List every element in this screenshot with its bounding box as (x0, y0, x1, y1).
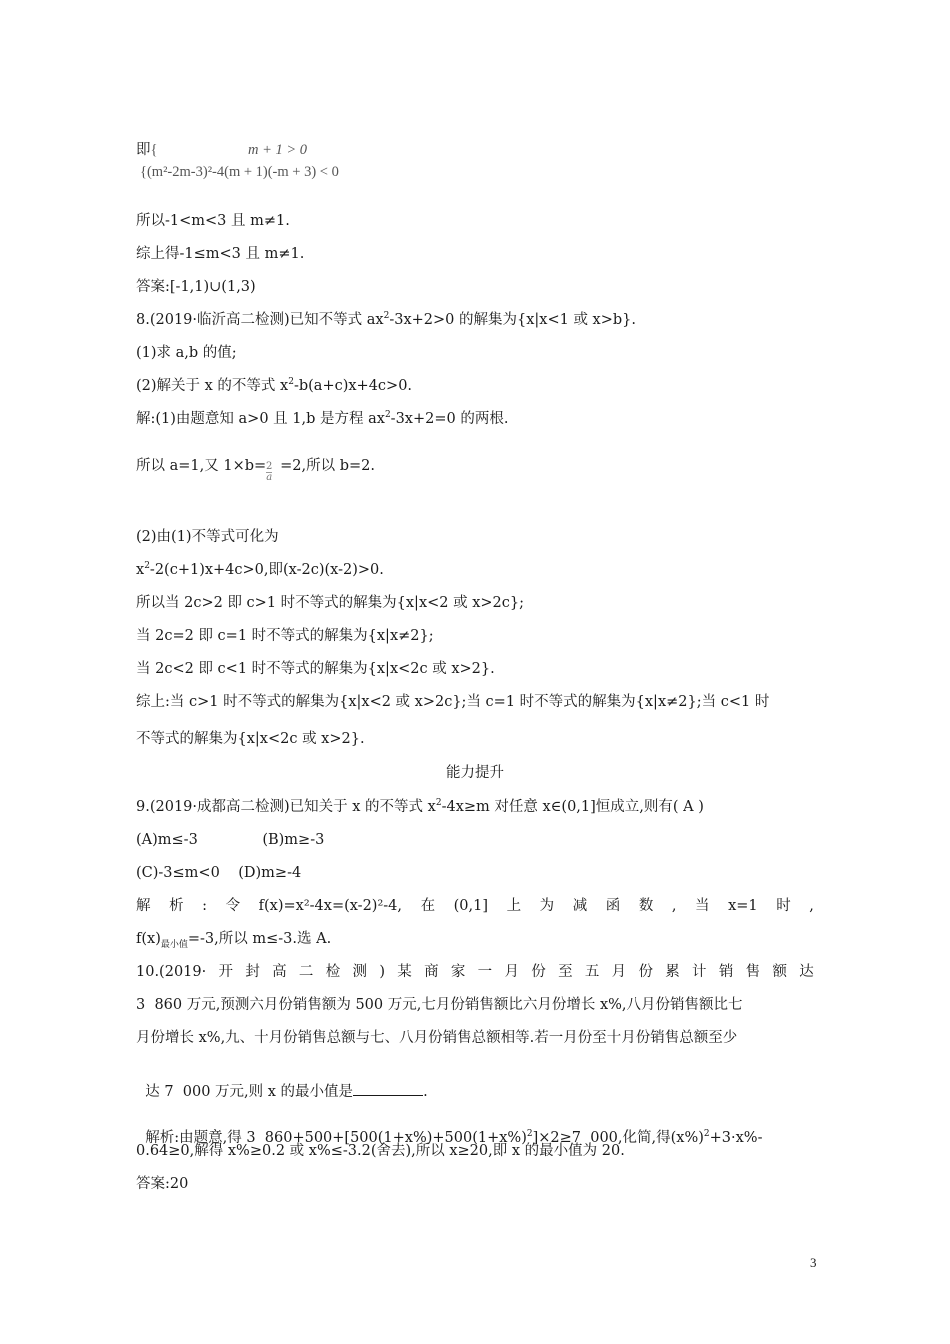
q10-stem-token: 某 (397, 964, 412, 980)
q10-stem-token: 封 (245, 964, 260, 980)
prev-line-b: 综上得-1≤m<3 且 m≠1. (136, 246, 305, 262)
q9-sol-token: 数 (638, 898, 654, 914)
q10-stem-token: 一 (477, 964, 493, 980)
q9-sol-token: 函 (605, 898, 621, 914)
q9-sol2-sub: 最小值 (160, 939, 188, 950)
q10-stem-token: 达 (799, 964, 814, 980)
q10-stem-line3: 月份增长 x%,九、十月份销售总额与七、八月份销售总额相等.若一月份至十月份销售总额至少 (136, 1030, 738, 1046)
q10-stem-token: 高 (272, 964, 287, 980)
q10-stem-token: 至 (558, 964, 573, 980)
system-prefix-text: 即 (136, 142, 151, 158)
q9-sol-token: 在 (420, 898, 436, 914)
q8-sol1-b: -3x+2=0 的两根. (390, 411, 509, 427)
q9-sol-token: x=1 (728, 898, 758, 914)
q10-stem-token: 累 (665, 964, 680, 980)
q8-sol4-b: -2(c+1)x+4c>0,即(x-2c)(x-2)>0. (149, 562, 384, 578)
q10-line4-text: 达 7 000 万元,则 x 的最小值是 (145, 1084, 354, 1100)
q9-stem-b: -4x≥m 对任意 x∈(0,1]恒成立,则有( A ) (441, 799, 704, 815)
system-line-2-text: (m²-2m-3)²-4(m + 1)(-m + 3) < 0 (146, 164, 339, 180)
q8-part2-a: (2)解关于 x 的不等式 x (136, 378, 289, 394)
q9-stem-sup: 2 (435, 798, 442, 809)
q9-sol-token: 上 (506, 898, 522, 914)
q10-sol1-sup2: 2 (703, 1129, 710, 1140)
fraction-2-over-a (266, 462, 272, 483)
q10-stem-line1 (136, 962, 814, 982)
system-prefix (136, 140, 157, 160)
q10-stem-line2: 3 860 万元,预测六月份销售额为 500 万元,七月份销售额比六月份增长 x%,八月份销售额比七 (136, 997, 743, 1013)
q9-sol-token: 解 (136, 898, 151, 914)
q10-stem-token: 计 (692, 964, 707, 980)
q8-part2 (136, 376, 412, 396)
q10-sol1-a: 解析:由题意,得 3 860+500+[500(1+x%)+500(1+x%) (145, 1130, 527, 1146)
q10-sol1-sup: 2 (526, 1129, 533, 1140)
q8-sol2-a: 所以 a=1,又 1×b= (136, 458, 267, 474)
q9-sol-token: 当 (695, 898, 710, 914)
page-number: 3 (810, 1255, 817, 1270)
q10-sol1-b: ]×2≥7 000,化简,得(x%) (532, 1130, 704, 1146)
section-title: 能力提升 (446, 765, 504, 781)
q10-stem-token: 商 (424, 964, 439, 980)
prev-answer: 答案:[-1,1)∪(1,3) (136, 279, 256, 295)
q9-sol-token: , (671, 898, 677, 914)
system-line-1-text: m + 1 > 0 (248, 142, 308, 158)
q10-stem-token: 月 (611, 964, 627, 980)
q9-sol-token: (0,1] (453, 898, 488, 914)
q8-sol1-sup: 2 (384, 410, 391, 421)
q8-sol2-b: =2,所以 b=2. (280, 458, 376, 474)
q10-stem-token: 二 (298, 964, 314, 980)
q10-stem-token: 家 (450, 964, 466, 980)
q10-stem-token: 月 (504, 964, 519, 980)
q8-stem-part2: -3x+2>0 的解集为{x|x<1 或 x>b}. (389, 312, 636, 328)
q10-stem-line4 (136, 1061, 428, 1102)
q10-stem-token: 10.(2019· (136, 964, 207, 980)
q8-sol1 (136, 409, 508, 429)
q9-sol-token: , (809, 898, 814, 914)
q10-stem-token: 测 (352, 964, 368, 980)
q10-line4-end: . (423, 1084, 428, 1100)
answer-blank (353, 1081, 423, 1096)
q8-sol4-sup: 2 (144, 561, 150, 572)
q9-stem-a: 9.(2019·成都高二检测)已知关于 x 的不等式 x (136, 799, 436, 815)
q10-stem-token: 销 (718, 964, 734, 980)
q8-sol4-a: x (136, 562, 145, 578)
q8-sol1-a: 解:(1)由题意知 a>0 且 1,b 是方程 ax (136, 411, 385, 427)
q10-stem-token: ) (379, 964, 385, 980)
q8-stem-sup: 2 (383, 311, 390, 322)
q10-stem-token: 检 (325, 964, 341, 980)
q10-stem-token: 额 (772, 964, 787, 980)
q9-sol-token: 令 (225, 898, 241, 914)
q9-stem (136, 797, 704, 817)
q9-sol2-a: f(x) (136, 931, 161, 947)
q8-sol7: 当 2c<2 即 c<1 时不等式的解集为{x|x<2c 或 x>2}. (136, 661, 495, 677)
fraction-numerator: 2 (266, 461, 273, 472)
q10-stem-token: 开 (218, 964, 234, 980)
q8-part2-b: -b(a+c)x+4c>0. (293, 378, 413, 394)
q9-sol-token: f(x)=x²-4x=(x-2)²-4, (258, 898, 402, 914)
system-line-2: {(m²-2m-3)²-4(m + 1)(-m + 3) < 0 (140, 164, 339, 180)
q10-stem-token: 售 (745, 964, 761, 980)
q9-sol-token: 时 (776, 898, 791, 914)
q9-options-1: (A)m≤-3 (B)m≥-3 (136, 832, 325, 848)
q10-sol1-c: +3·x%- (709, 1130, 763, 1146)
q9-solution-line2 (136, 929, 331, 949)
q9-sol-token: : (202, 898, 208, 914)
q10-solution-line2: 0.64≥0,解得 x%≥0.2 或 x%≤-3.2(舍去),所以 x≥20,即 x 的最小值为 20. (136, 1143, 625, 1159)
q8-part1: (1)求 a,b 的值; (136, 345, 237, 361)
q8-sol9: 不等式的解集为{x|x<2c 或 x>2}. (136, 731, 365, 747)
q8-sol5: 所以当 2c>2 即 c>1 时不等式的解集为{x|x<2 或 x>2c}; (136, 595, 524, 611)
q8-sol6: 当 2c=2 即 c=1 时不等式的解集为{x|x≠2}; (136, 628, 434, 644)
q9-sol-token: 析 (169, 898, 184, 914)
q10-stem-token: 份 (638, 964, 653, 980)
q8-sol8: 综上:当 c>1 时不等式的解集为{x|x<2 或 x>2c};当 c=1 时不等式的解集为{x|x≠2};当 c<1 时 (136, 694, 770, 710)
q8-sol2 (136, 456, 375, 476)
q9-sol-token: 为 (539, 898, 555, 914)
q10-stem-token: 五 (584, 964, 600, 980)
fraction-denominator: a (266, 472, 273, 483)
q9-sol-token: 减 (572, 898, 588, 914)
q10-answer: 答案:20 (136, 1176, 189, 1192)
q8-sol4 (136, 560, 384, 580)
q10-stem-token: 份 (531, 964, 546, 980)
q9-solution-line1 (136, 896, 814, 916)
brace-icon: { (150, 142, 158, 158)
prev-line-a: 所以-1<m<3 且 m≠1. (136, 213, 290, 229)
q8-stem (136, 310, 636, 330)
q8-sol3: (2)由(1)不等式可化为 (136, 529, 279, 545)
system-line-1 (248, 140, 307, 160)
q8-part2-sup: 2 (288, 377, 294, 388)
q8-stem-part1: 8.(2019·临沂高二检测)已知不等式 ax (136, 312, 384, 328)
q9-options-2: (C)-3≤m<0 (D)m≥-4 (136, 865, 302, 881)
q9-sol2-b: =-3,所以 m≤-3.选 A. (187, 931, 332, 947)
